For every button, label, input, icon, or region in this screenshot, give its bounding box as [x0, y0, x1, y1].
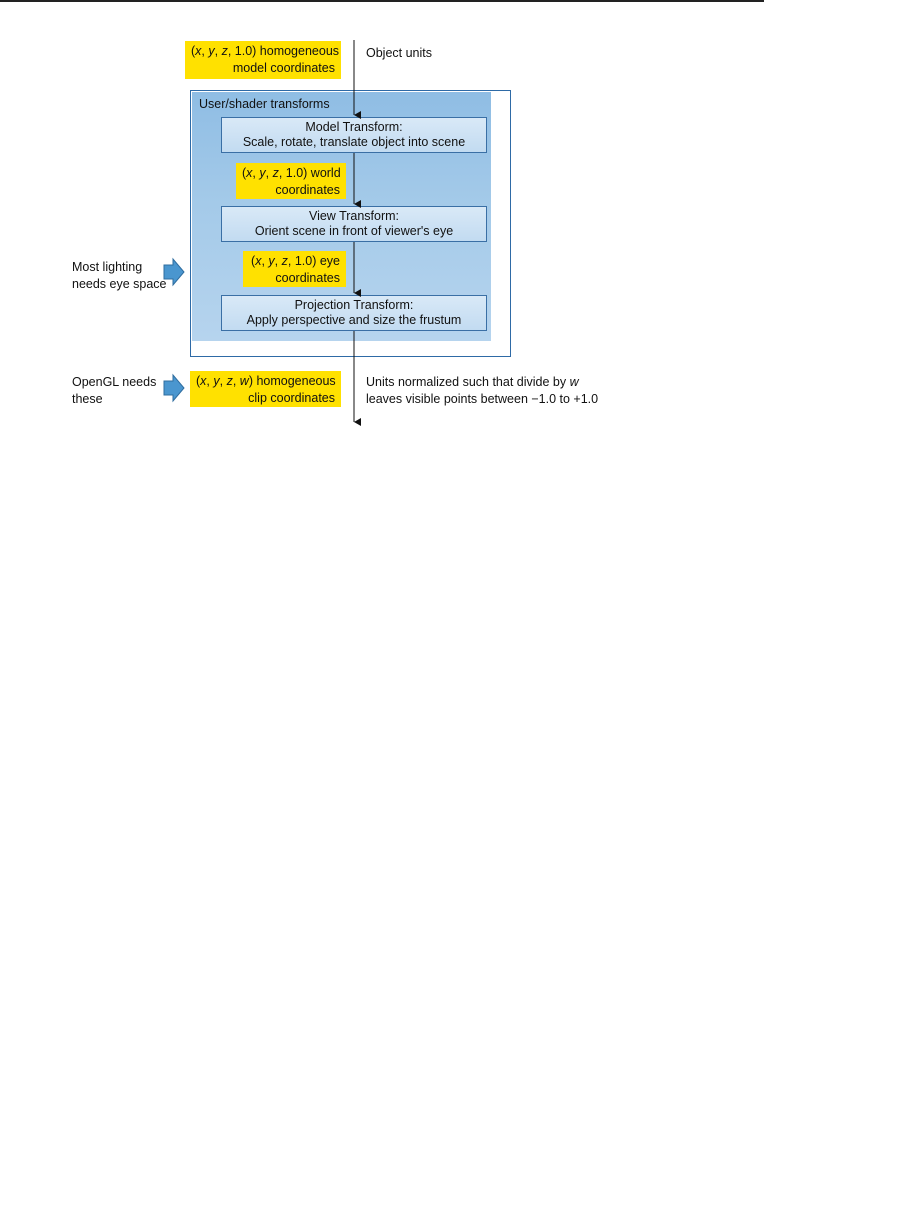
lighting-arrow-icon	[164, 259, 184, 285]
units-note-line-2: leaves visible points between −1.0 to +1.0	[366, 392, 599, 406]
units-note-line-1: Units normalized such that divide by w	[366, 375, 579, 389]
model-coordinates-line-2: model coordinates	[232, 61, 335, 75]
opengl-note-line-2: these	[72, 392, 103, 406]
lighting-note-line-1: Most lighting	[72, 260, 143, 274]
projection-transform-title: Projection Transform:	[294, 298, 414, 312]
clip-coordinates-line-2: clip coordinates	[248, 391, 335, 405]
view-transform-desc: Orient scene in front of viewer's eye	[254, 224, 454, 238]
eye-coordinates-line-2: coordinates	[275, 271, 340, 285]
lighting-note-line-2: needs eye space	[72, 277, 167, 291]
panel-title: User/shader transforms	[199, 97, 330, 111]
projection-transform-desc: Apply perspective and size the frustum	[246, 313, 462, 327]
view-transform-title: View Transform:	[308, 209, 400, 223]
model-coordinates-line-1: (x, y, z, 1.0) homogeneous	[191, 44, 340, 58]
world-coordinates-line-1: (x, y, z, 1.0) world	[242, 166, 341, 180]
model-transform-desc: Scale, rotate, translate object into scene	[242, 135, 466, 149]
model-transform-title: Model Transform:	[305, 120, 403, 134]
object-units-note: Object units	[366, 46, 433, 60]
world-coordinates-line-2: coordinates	[275, 183, 340, 197]
opengl-note-line-1: OpenGL needs	[72, 375, 157, 389]
clip-coordinates-line-1: (x, y, z, w) homogeneous	[196, 374, 336, 388]
eye-coordinates-line-1: (x, y, z, 1.0) eye	[251, 254, 340, 268]
opengl-arrow-icon	[164, 375, 184, 401]
